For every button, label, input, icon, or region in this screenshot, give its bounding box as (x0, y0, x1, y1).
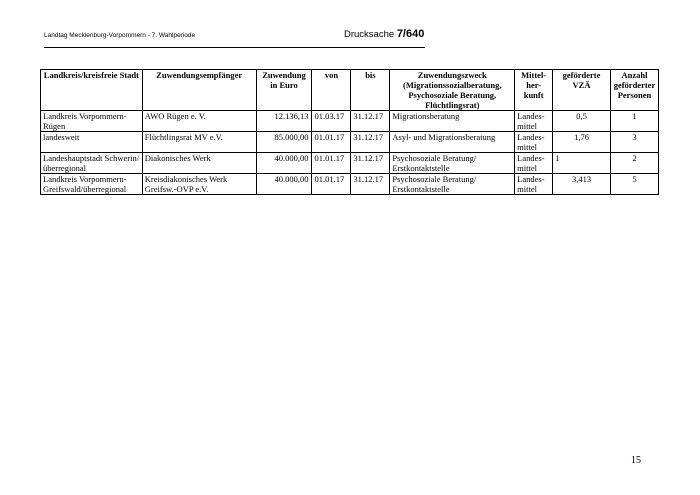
column-header: Zuwendungszweck (Migrationssozialberatung, Psychosoziale Beratung, Flüchtlingsrat) (390, 70, 515, 111)
table-cell: Landes-mittel (515, 153, 553, 174)
table-cell: landesweit (41, 132, 143, 153)
table-cell: 40.000,00 (256, 174, 312, 195)
table-row (41, 132, 659, 153)
column-header: von (312, 70, 351, 111)
table-cell: Landes-mittel (515, 132, 553, 153)
table-cell: 3,413 (553, 174, 611, 195)
table-cell: Landeshauptstadt Schwerin/überregional (41, 153, 143, 174)
table-cell: 31.12.17 (351, 111, 390, 132)
table-cell: Landes-mittel (515, 174, 553, 195)
table-cell: 31.12.17 (351, 153, 390, 174)
table-cell: 0,5 (553, 111, 611, 132)
table-cell: 01.01.17 (312, 174, 351, 195)
table-cell: 85.000,00 (256, 132, 312, 153)
column-header: Zuwendungsempfänger (142, 70, 256, 111)
column-header: bis (351, 70, 390, 111)
table-cell: Psychosoziale Beratung/ Erstkontaktstelle (390, 153, 515, 174)
table-cell: 2 (610, 153, 658, 174)
column-header: Landkreis/kreisfreie Stadt (41, 70, 143, 111)
table-cell: 40.000,00 (256, 153, 312, 174)
table-cell: 5 (610, 174, 658, 195)
header-title: Landtag Mecklenburg-Vorpommern - 7. Wahlperiode (44, 32, 196, 39)
table-row (41, 174, 659, 195)
table-cell: Landkreis Vorpommern-Rügen (41, 111, 143, 132)
table-row (41, 111, 659, 132)
table-cell: 31.12.17 (351, 174, 390, 195)
table-cell: 01.03.17 (312, 111, 351, 132)
funding-table (40, 69, 659, 195)
table-row (41, 153, 659, 174)
table-cell: 01.01.17 (312, 132, 351, 153)
header-divider (44, 47, 425, 48)
table-cell: 3 (610, 132, 658, 153)
document-number (344, 28, 424, 40)
column-header: Anzahl geförderter Personen (610, 70, 658, 111)
document-number-value: 7/640 (396, 28, 425, 40)
column-header: Mittel-her-kunft (515, 70, 553, 111)
table-cell: 1,76 (553, 132, 611, 153)
document-label: Drucksache (344, 29, 395, 40)
table-cell: 31.12.17 (351, 132, 390, 153)
table-cell: Psychosoziale Beratung/ Erstkontaktstelle (390, 174, 515, 195)
table-cell: Migrationsberatung (390, 111, 515, 132)
table-cell: Flüchtlingsrat MV e.V. (142, 132, 256, 153)
table-cell: Diakonisches Werk (142, 153, 256, 174)
table-cell: 12.136,13 (256, 111, 312, 132)
column-header: Zuwendung in Euro (256, 70, 312, 111)
table-cell: 1 (553, 153, 611, 174)
column-header: geförderte VZÄ (553, 70, 611, 111)
table-header-row (41, 70, 659, 111)
table-cell: 1 (610, 111, 658, 132)
page-number: 15 (631, 455, 641, 466)
table-cell: 01.01.17 (312, 153, 351, 174)
table-cell: Kreisdiakonisches Werk Greifsw.-OVP e.V. (142, 174, 256, 195)
table-cell: Asyl- und Migrationsberatung (390, 132, 515, 153)
table-cell: Landes-mittel (515, 111, 553, 132)
table-cell: AWO Rügen e. V. (142, 111, 256, 132)
table-cell: Landkreis Vorpommern-Greifswald/überregional (41, 174, 143, 195)
